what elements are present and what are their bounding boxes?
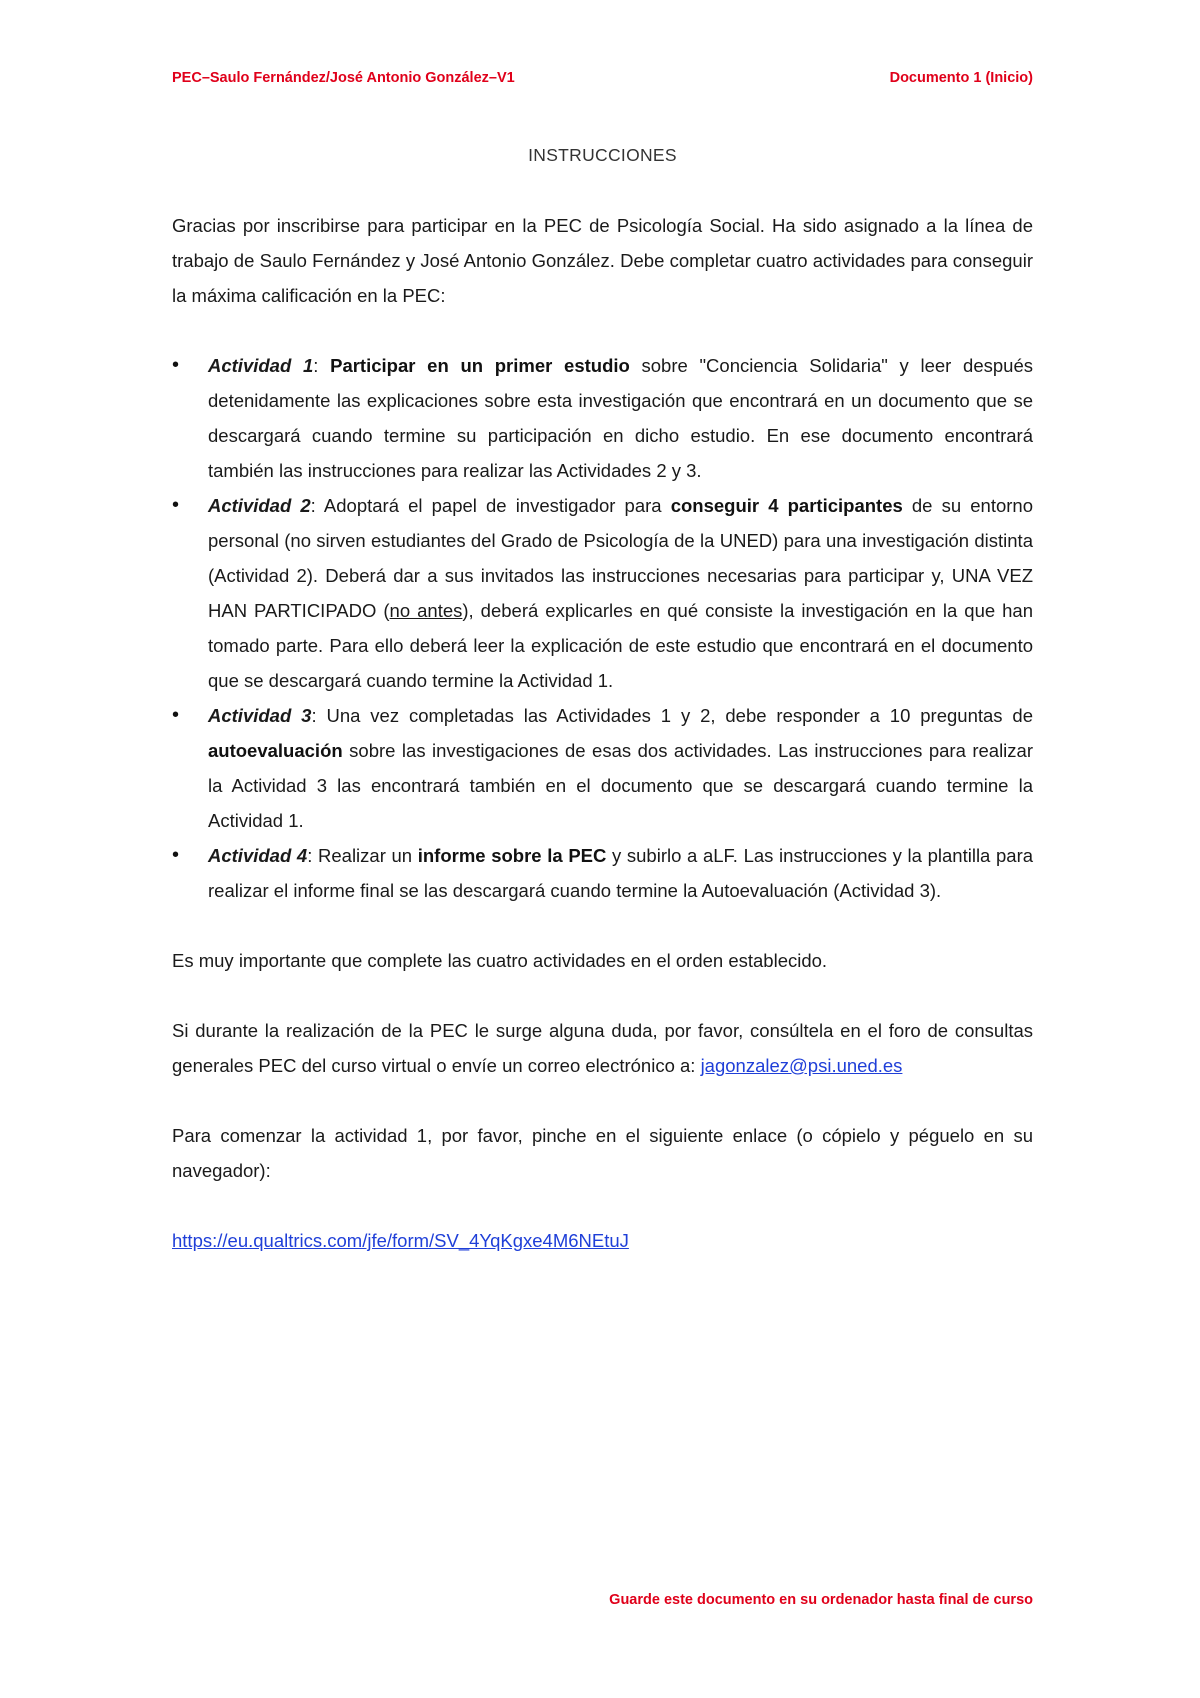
activity-2-text-a: de su entorno personal (no sirven estudiantes del Grado de Psicología de la UNED) para una investigación distinta (Actividad 2). Deberá dar a sus invitados las instrucciones necesarias para participar y, UNA VEZ HAN PARTICIPADO ( [208, 495, 1033, 621]
header-right: Documento 1 (Inicio) [889, 70, 1033, 86]
activity-1-highlight: Participar en un primer estudio [330, 355, 630, 376]
contact-text: Si durante la realización de la PEC le surge alguna duda, por favor, consúltela en el foro de consultas generales PEC del curso virtual o envíe un correo electrónico a: [172, 1020, 1033, 1076]
activity-2-underlined: no antes [389, 600, 463, 621]
activity-2-highlight: conseguir 4 participantes [670, 495, 903, 516]
activity-2-name: Actividad 2 [208, 495, 311, 516]
activity-4-item: • Actividad 4: Realizar un informe sobre la PEC y subirlo a aLF. Las instrucciones y la plantilla para realizar el informe final se las descargará cuando termine la Autoevaluación (Actividad 3). [172, 838, 1033, 908]
document-page [172, 0, 1033, 1698]
activities-list [172, 348, 1033, 908]
important-note: Es muy importante que complete las cuatro actividades en el orden establecido. [172, 950, 828, 971]
activity-3-highlight: autoevaluación [208, 740, 343, 761]
email-link[interactable]: jagonzalez@psi.uned.es [700, 1055, 903, 1076]
document-body [172, 208, 1033, 1258]
activity-2-text-b: ), deberá explicarles en qué consiste la investigación en la que han tomado parte. Para ello deberá leer la explicación de este estudio que encontrará en el documento que se descargará cuando termine la Actividad 1. [208, 600, 1034, 691]
activity-4-highlight: informe sobre la PEC [417, 845, 607, 866]
intro-paragraph: Gracias por inscribirse para participar en la PEC de Psicología Social. Ha sido asignado a la línea de trabajo de Saulo Fernández y José Antonio González. Debe completar cuatro actividades para conseguir la máxima calificación en la PEC: [172, 215, 1033, 306]
activity-3-name: Actividad 3 [208, 705, 312, 726]
start-paragraph: Para comenzar la actividad 1, por favor, pinche en el siguiente enlace (o cópielo y péguelo en su navegador): [172, 1125, 1033, 1181]
survey-link[interactable]: https://eu.qualtrics.com/jfe/form/SV_4YqKgxe4M6NEtuJ [172, 1230, 629, 1251]
document-title: INSTRUCCIONES [528, 145, 677, 165]
activity-3-pre: Una vez completadas las Actividades 1 y 2, debe responder a 10 preguntas de [326, 705, 1034, 726]
page-footer: Guarde este documento en su ordenador hasta final de curso [609, 1592, 1033, 1608]
activity-1-text: sobre "Conciencia Solidaria" y leer después detenidamente las explicaciones sobre esta investigación que encontrará en un documento que se descargará cuando termine su participación en dicho estudio. En ese documento encontrará también las instrucciones para realizar las Actividades 2 y 3. [208, 355, 1033, 481]
activity-1-name: Actividad 1 [208, 355, 314, 376]
activity-4-text: y subirlo a aLF. Las instrucciones y la plantilla para realizar el informe final se las descargará cuando termine la Autoevaluación (Actividad 3). [208, 845, 1034, 901]
activity-1-item: • Actividad 1: Participar en un primer estudio sobre "Conciencia Solidaria" y leer después detenidamente las explicaciones sobre esta investigación que encontrará en un documento que se descargará cuando termine su participación en dicho estudio. En ese documento encontrará también las instrucciones para realizar las Actividades 2 y 3. [172, 348, 1033, 488]
contact-paragraph [172, 1013, 1033, 1083]
survey-link-paragraph [172, 1223, 1033, 1258]
activity-4-name: Actividad 4 [208, 845, 308, 866]
activity-2-pre: Adoptará el papel de investigador para [323, 495, 671, 516]
header-left: PEC–Saulo Fernández/José Antonio González–V1 [172, 70, 515, 86]
activity-3-item: • Actividad 3: Una vez completadas las Actividades 1 y 2, debe responder a 10 preguntas de autoevaluación sobre las investigaciones de esas dos actividades. Las instrucciones para realizar la Actividad 3 las encontrará también en el documento que se descargará cuando termine la Actividad 1. [172, 698, 1033, 838]
activity-2-item: • Actividad 2: Adoptará el papel de investigador para conseguir 4 participantes de su entorno personal (no sirven estudiantes del Grado de Psicología de la UNED) para una investigación distinta (Actividad 2). Deberá dar a sus invitados las instrucciones necesarias para participar y, UNA VEZ HAN PARTICIPADO (no antes), deberá explicarles en qué consiste la investigación en la que han tomado parte. Para ello deberá leer la explicación de este estudio que encontrará en el documento que se descargará cuando termine la Actividad 1. [172, 488, 1033, 698]
page-header [172, 70, 1033, 86]
activity-4-pre: Realizar un [318, 845, 418, 866]
activity-3-text: sobre las investigaciones de esas dos actividades. Las instrucciones para realizar la Actividad 3 las encontrará también en el documento que se descargará cuando termine la Actividad 1. [208, 740, 1033, 831]
